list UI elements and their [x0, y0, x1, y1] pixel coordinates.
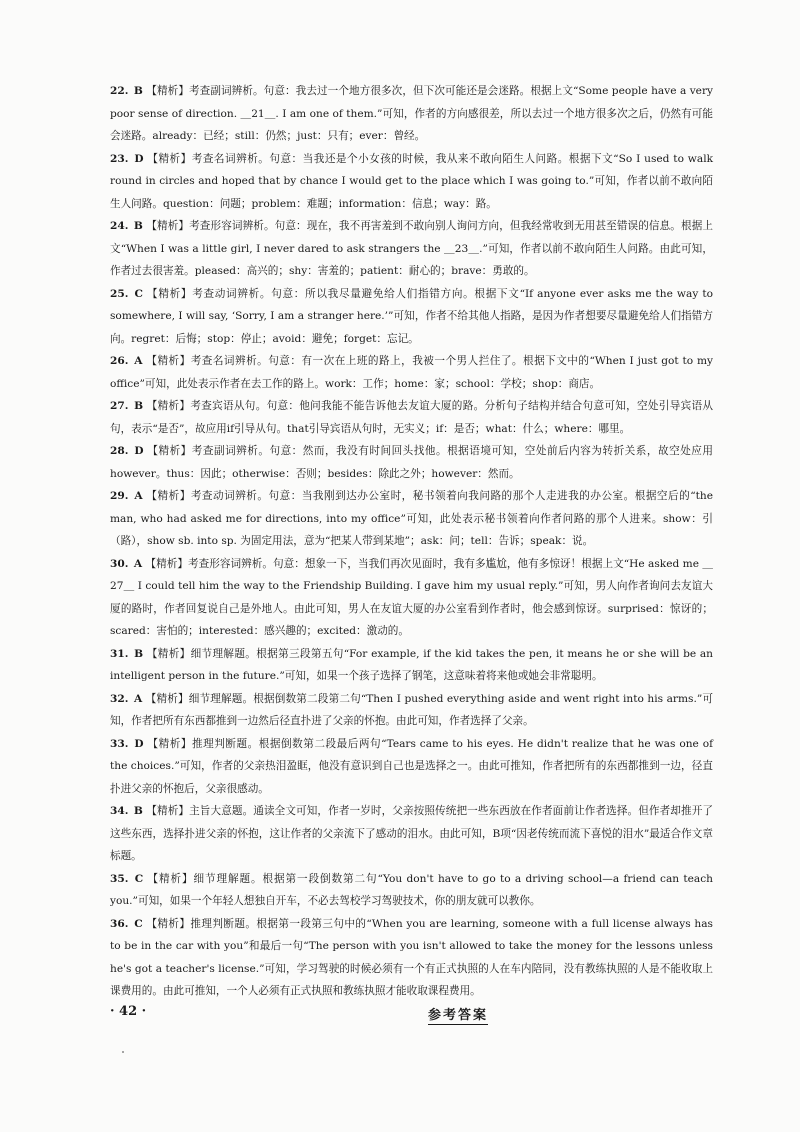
answer-letter: A: [134, 490, 143, 502]
answer-letter: D: [134, 445, 144, 457]
question-number: 33.: [110, 737, 129, 750]
explanation-text: 【精析】考查名词辨析。句意：当我还是个小女孩的时候，我从来不敢向陌生人问路。根据下文“So I used to walk round in circles and hoped that by chance I would get to the place which I was going to.”可知，作者以前不敢向陌生人问路。question：问题；problem：难题；information：信息；way：路。: [110, 152, 714, 210]
answer-letter: B: [133, 805, 143, 817]
question-number: 29.: [110, 490, 129, 502]
answer-item: [110, 440, 713, 485]
explanation-text: 【精析】考查形容词辨析。句意：现在，我不再害羞到不敢向别人询问方向，但我经常收到无用甚至错误的信息。根据上文“When I was a little girl, I never dared to ask strangers the ＿23＿.”可知，作者以前不敢向陌生人问路。由此可知，作者过去很害羞。pleased：高兴的；shy：害羞的；patient：耐心的；brave：勇敢的。: [110, 220, 713, 277]
question-number: 32.: [110, 692, 129, 705]
question-number: 30.: [110, 557, 129, 570]
answer-letter: D: [134, 152, 144, 165]
question-number: 23.: [110, 152, 129, 165]
answer-letter: B: [134, 400, 144, 412]
answer-letter: C: [134, 287, 143, 300]
answer-letter: B: [133, 85, 143, 97]
explanation-text: 【精析】细节理解题。根据第一段倒数第二句“You don't have to go to a driving school—a friend can teach you.”可知，如果一个年轻人想独自开车，不必去驾校学习驾驶技术，你的朋友就可以教你。: [110, 872, 713, 907]
answer-item: [110, 283, 713, 351]
answer-letter: B: [133, 220, 143, 232]
explanation-text: 【精析】考查动词辨析。句意：当我刚到达办公室时，秘书领着向我问路的那个人走进我的办公室。根据空后的“the man, who had asked me for directions, into my office”可知，此处表示秘书领着向作者问路的那个人进来。show：引（路），show sb. into sp. 为固定用法，意为“把某人带到某地”；ask：问；tell：告诉；speak：说。: [110, 490, 713, 547]
question-number: 24.: [110, 220, 129, 232]
question-number: 28.: [110, 445, 129, 457]
answer-letter: C: [134, 872, 144, 885]
answer-item: [110, 215, 713, 283]
explanation-text: 【精析】考查动词辨析。句意：所以我尽量避免给人们指错方向。根据下文“If anyone ever asks me the way to somewhere, I will say, ‘Sorry, I am a stranger here.’”可知，作者不给其他人指路，是因为作者想要尽量避免给人们指错方向。regret：后悔；stop：停止；avoid：避免；forget：忘记。: [110, 287, 714, 345]
question-number: 26.: [110, 355, 129, 367]
question-number: 25.: [110, 287, 129, 300]
explanation-text: 【精析】考查宾语从句。句意：他问我能不能告诉他去友谊大厦的路。分析句子结构并结合句意可知，空处引导宾语从句，表示“是否”，故应用if引导从句。that引导宾语从句时，无实义；if：是否；what：什么；where：哪里。: [110, 400, 713, 435]
explanation-text: 【精析】推理判断题。根据第一段第三句中的“When you are learning, someone with a full license always has to be in the car with you”和最后一句“The person with you isn't allowed to take the money for the lessons unless he's got a teacher's license.”可知，学习驾驶的时候必须有一个有正式执照的人在车内陪同，没有教练执照的人是不能收取上课费用的。由此可推知，一个人必须有正式执照和教练执照才能收取课程费用。: [110, 917, 713, 997]
scan-dot: [122, 1051, 124, 1053]
answer-item: [110, 350, 713, 395]
question-number: 35.: [110, 872, 129, 885]
answer-item: [110, 688, 713, 733]
explanation-text: 【精析】细节理解题。根据倒数第二段第二句“Then I pushed everything aside and went right into his arms.”可知，作者把所有东西都推到一边然后径直扑进了父亲的怀抱。由此可知，作者选择了父亲。: [110, 692, 713, 727]
answer-letter: D: [134, 737, 144, 750]
answer-item: [110, 148, 713, 216]
answer-letter: B: [134, 647, 144, 660]
explanation-text: 【精析】主旨大意题。通读全文可知，作者一岁时，父亲按照传统把一些东西放在作者面前让作者选择。但作者却推开了这些东西，选择扑进父亲的怀抱，这让作者的父亲流下了感动的泪水。由此可知，B项“因老传统而流下喜悦的泪水”最适合作文章标题。: [110, 805, 713, 862]
answer-letter: C: [134, 917, 143, 930]
explanation-text: 【精析】细节理解题。根据第三段第五句“For example, if the kid takes the pen, it means he or she will be an intelligent person in the future.”可知，如果一个孩子选择了钢笔，这意味着将来他或她会非常聪明。: [110, 647, 713, 682]
question-number: 31.: [110, 647, 129, 660]
answer-item: [110, 733, 713, 801]
answer-item: [110, 485, 713, 553]
answer-letter: A: [134, 355, 143, 367]
question-number: 34.: [110, 805, 129, 817]
answer-letter: A: [133, 692, 143, 705]
page-footer: [110, 1004, 713, 1028]
answer-letter: A: [133, 557, 143, 570]
answer-item: [110, 395, 713, 440]
question-number: 27.: [110, 400, 129, 412]
explanation-text: 【精析】考查副词辨析。句意：我去过一个地方很多次，但下次可能还是会迷路。根据上文“Some people have a very poor sense of direction. ＿21＿. I am one of them.”可知，作者的方向感很差，所以去过一个地方很多次之后，仍然有可能会迷路。already：已经；still：仍然；just：只有；ever：曾经。: [110, 85, 714, 142]
explanation-text: 【精析】考查副词辨析。句意：然而，我没有时间回头找他。根据语境可知，空处前后内容为转折关系，故空处应用however。thus：因此；otherwise：否则；besides：除此之外；however：然而。: [110, 445, 713, 480]
explanation-text: 【精析】推理判断题。根据倒数第二段最后两句“Tears came to his eyes. He didn't realize that he was one of the choices.”可知，作者的父亲热泪盈眶，他没有意识到自己也是选择之一。由此可推知，作者把所有的东西都推到一边，径直扑进父亲的怀抱后，父亲很感动。: [110, 737, 713, 795]
answer-item: [110, 643, 713, 688]
explanation-text: 【精析】考查名词辨析。句意：有一次在上班的路上，我被一个男人拦住了。根据下文中的“When I just got to my office”可知，此处表示作者在去工作的路上。work：工作；home：家；school：学校；shop：商店。: [110, 355, 713, 390]
answer-item: [110, 553, 713, 643]
page-number: · 42 ·: [110, 1004, 147, 1019]
question-number: 22.: [110, 85, 129, 97]
explanation-text: 【精析】考查形容词辨析。句意：想象一下，当我们再次见面时，我有多尴尬，他有多惊讶！根据上文“He asked me ＿27＿ I could tell him the way to the Friendship Building. I gave him my usual reply.”可知，男人向作者询问去友谊大厦的路时，作者回复说自己是外地人。由此可知，男人在友谊大厦的办公室看到作者时，他会感到惊讶。surprised：惊讶的；scared：害怕的；interested：感兴趣的；excited：激动的。: [110, 557, 713, 637]
answer-item: [110, 80, 713, 148]
question-number: 36.: [110, 917, 129, 930]
answer-explanations: [110, 80, 713, 1003]
footer-title: 参考答案: [428, 1004, 488, 1025]
answer-item: [110, 913, 713, 1003]
answer-item: [110, 800, 713, 868]
answer-item: [110, 868, 713, 913]
